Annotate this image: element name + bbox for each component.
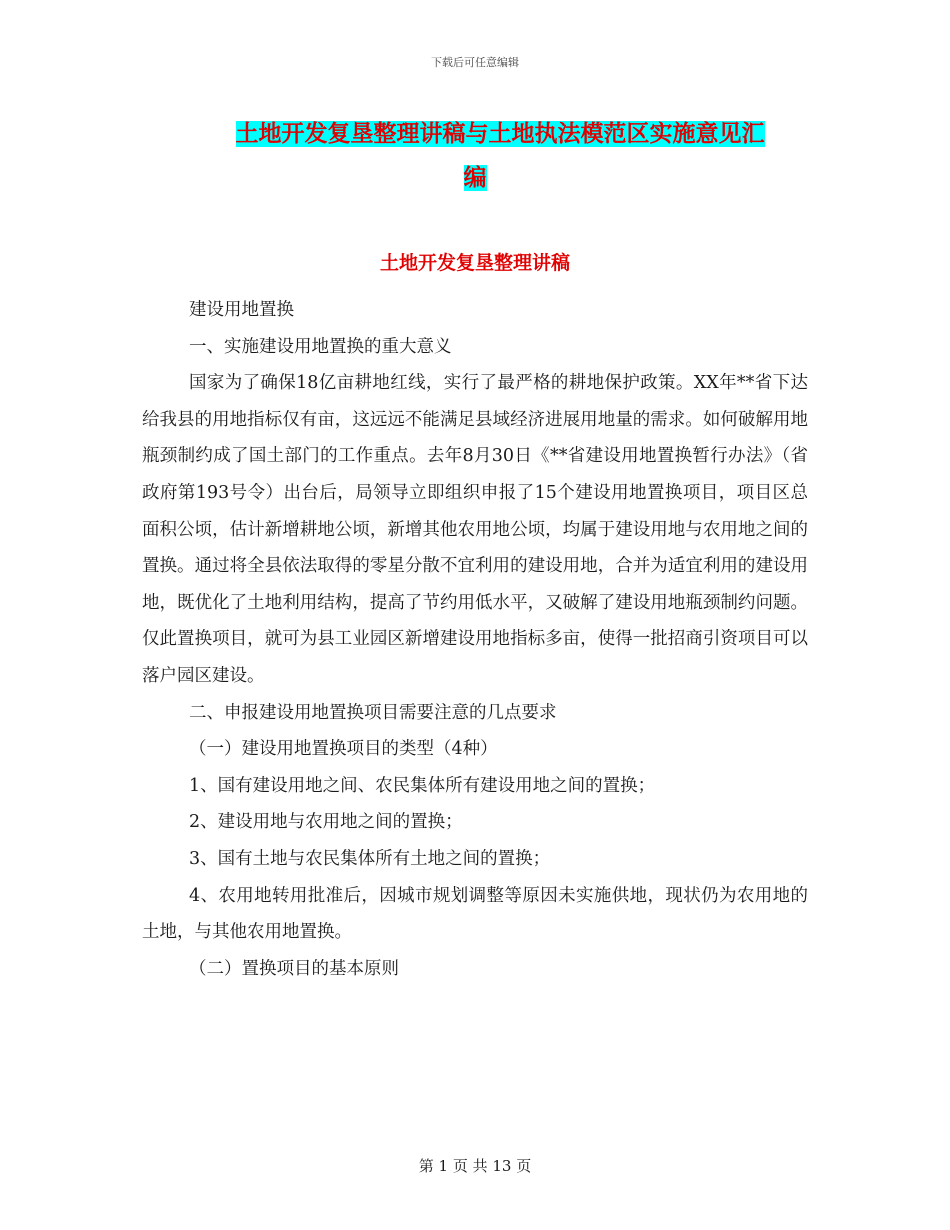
section-title: 土地开发复垦整理讲稿 — [379, 252, 570, 274]
paragraph: 建设用地置换 — [189, 300, 294, 320]
paragraph: 2、建设用地与农用地之间的置换； — [189, 812, 463, 833]
paragraph: 国家为了确保18亿亩耕地红线，实行了最严格的耕地保护政策。XX年**省下达给我县的用地指标仅有亩，这远远不能满足县域经济进展用地量的需求。如何破解用地瓶颈制约成了国土部门的工作重点。去年8月30日《**省建设用地置换暂行办法》（省政府第193号令）出台后，局领导立即组织申报了15个建设用地置换项目，项目区总面积公顷，估计新增耕地公顷，新增其他农用地公顷，均属于建设用地与农用地之间的置换。通过将全县依法取得的零星分散不宜利用的建设用地，合并为适宜利用的建设用地，既优化了土地利用结构，提高了节约用低水平，又破解了建设用地瓶颈制约问题。仅此置换项目，就可为县工业园区新增建设用地指标多亩，使得一批招商引资项目可以落户园区建设。 — [142, 373, 808, 686]
paragraph: 一、实施建设用地置换的重大意义 — [189, 336, 452, 357]
paragraph: 二、申报建设用地置换项目需要注意的几点要求 — [189, 702, 557, 723]
paragraph: （二）置换项目的基本原则 — [189, 958, 399, 979]
document-title-line2: 编 — [463, 165, 487, 191]
page-footer: 第 1 页 共 13 页 — [418, 1157, 532, 1175]
document-title — [0, 112, 950, 200]
paragraph: 4、农用地转用批准后，因城市规划调整等原因未实施供地，现状仍为农用地的土地，与其他农用地置换。 — [142, 885, 808, 943]
page-header-note: 下载后可任意编辑 — [431, 56, 519, 69]
paragraph: （一）建设用地置换项目的类型（4种） — [189, 739, 498, 760]
paragraph: 1、国有建设用地之间、农民集体所有建设用地之间的置换； — [189, 775, 656, 796]
paragraph: 3、国有土地与农民集体所有土地之间的置换； — [189, 848, 551, 869]
document-title-line1: 土地开发复垦整理讲稿与土地执法模范区实施意见汇 — [235, 121, 765, 147]
document-body — [142, 292, 808, 987]
